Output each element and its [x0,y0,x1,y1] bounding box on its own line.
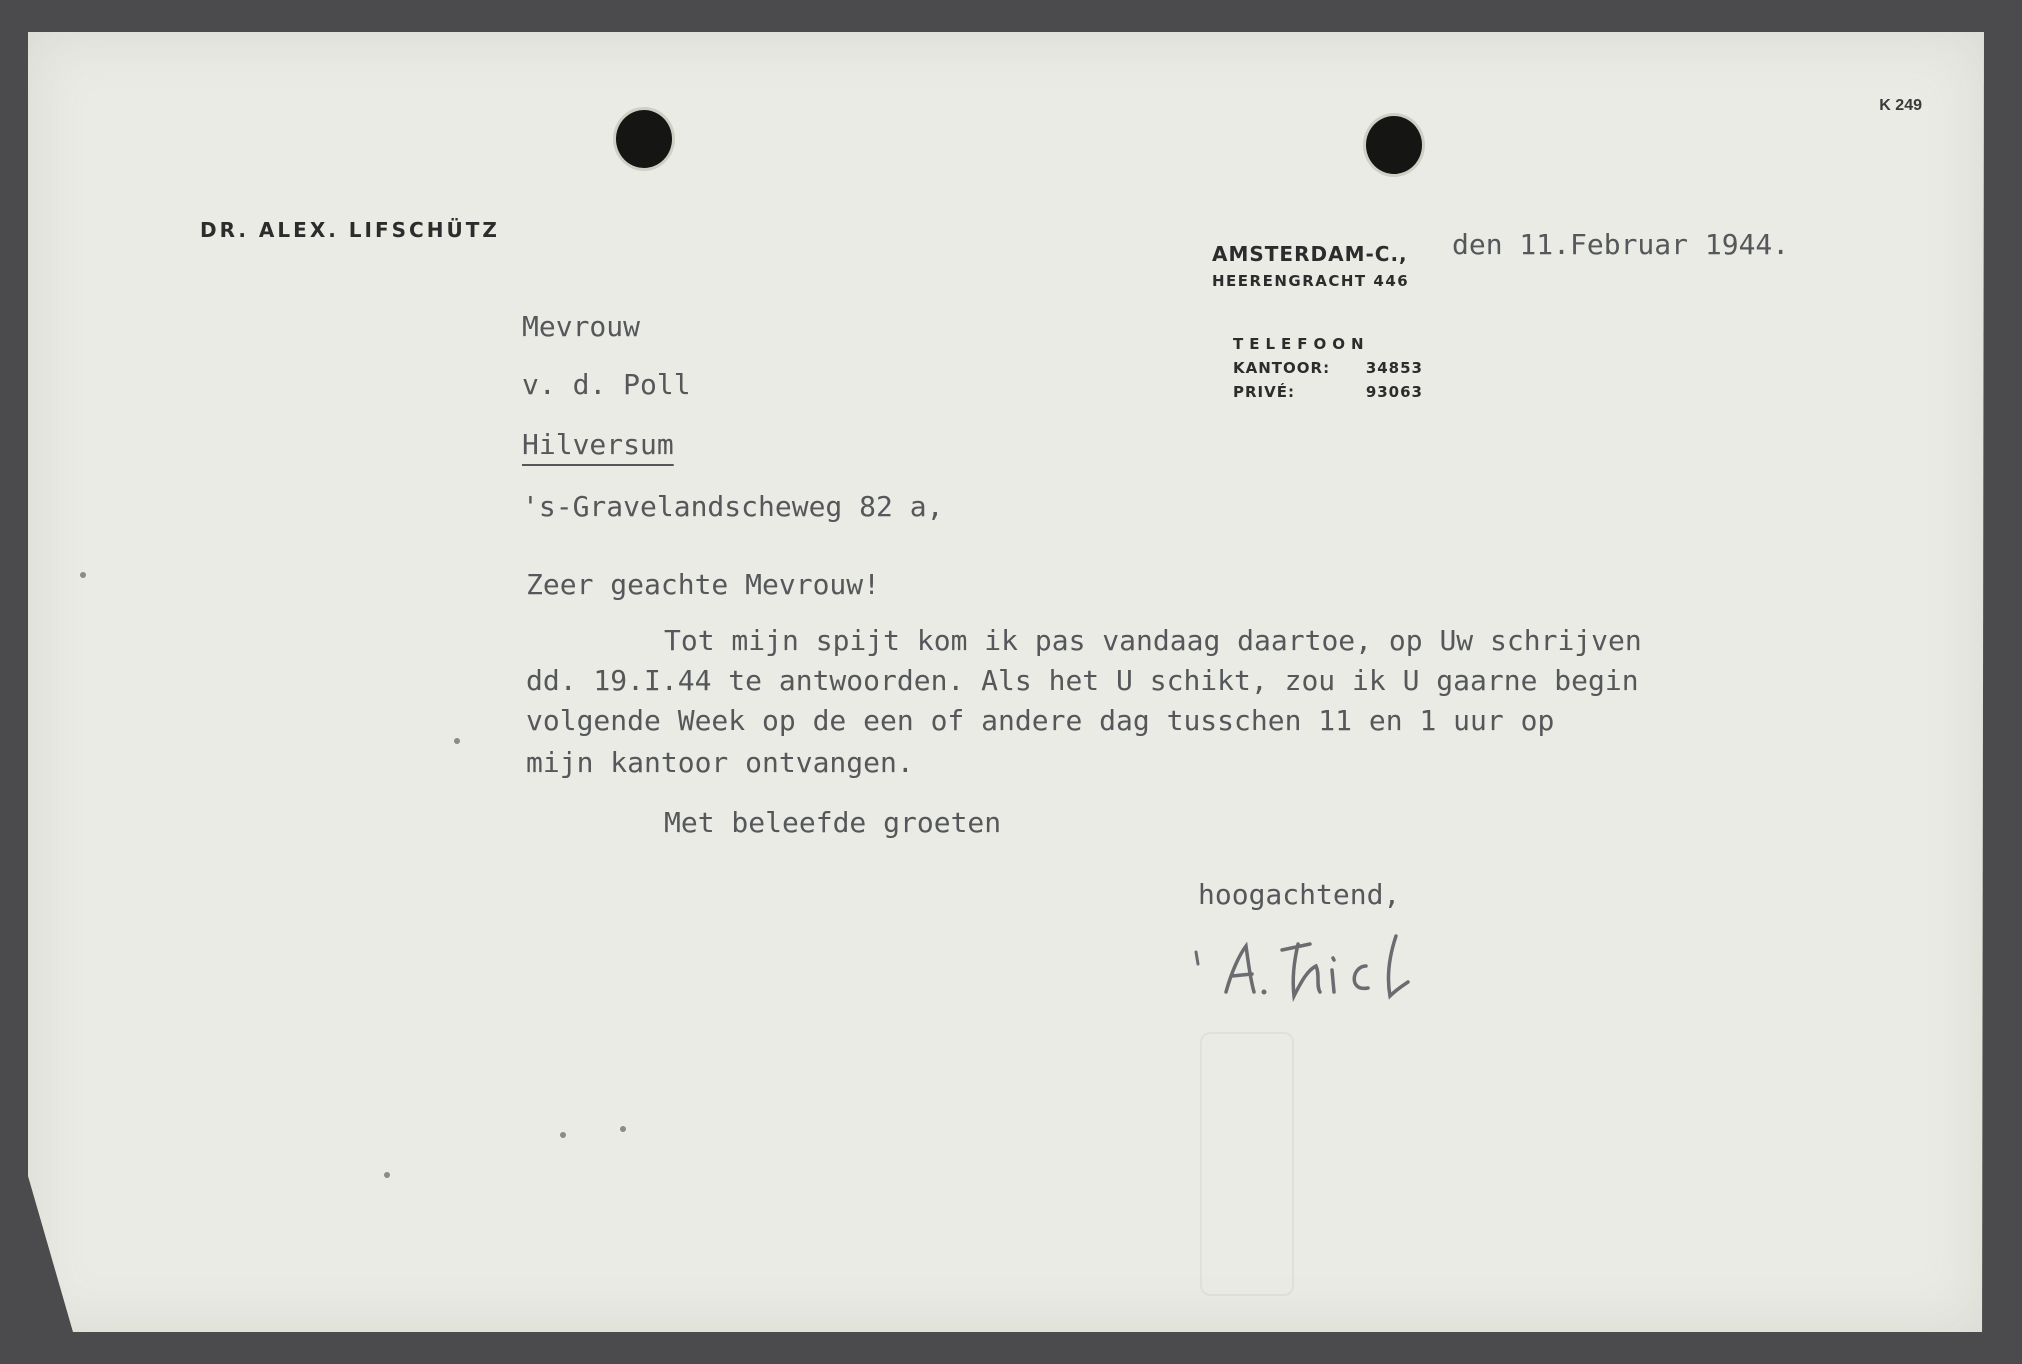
salutation: Zeer geachte Mevrouw! [526,568,881,601]
paper-speck [560,1132,566,1138]
paper-watermark [1200,1032,1294,1296]
private-phone-number: 93063 [1365,383,1423,401]
paper-speck [80,572,86,578]
letterhead-name: DR. ALEX. LIFSCHÜTZ [200,218,500,242]
body-line-1: Tot mijn spijt kom ik pas vandaag daartoe, op Uw schrijven [664,624,1642,657]
recipient-city: Hilversum [522,428,674,461]
paper-speck [384,1172,390,1178]
telephone-title: TELEFOON [1233,335,1370,353]
body-line-4: mijn kantoor ontvangen. [526,746,914,779]
office-phone-number: 34853 [1365,359,1423,377]
archive-code: K 249 [1879,97,1922,114]
closing: hoogachtend, [1198,878,1401,911]
letterhead-city: AMSTERDAM-C., [1212,242,1408,266]
recipient-street: 's-Gravelandscheweg 82 a, [522,490,944,523]
private-phone-row [1233,380,1423,404]
telephone-block [1233,332,1423,404]
recipient-line-2: v. d. Poll [522,368,691,401]
punch-hole-left [616,110,672,168]
punch-hole-right [1366,116,1422,174]
paper-speck [620,1126,626,1132]
greeting: Met beleefde groeten [664,806,1002,839]
office-phone-row [1233,356,1423,380]
body-line-3: volgende Week op de een of andere dag tusschen 11 en 1 uur op [526,704,1555,737]
letter-date: den 11.Februar 1944. [1452,228,1790,261]
private-phone-label: PRIVÉ: [1233,383,1295,401]
office-phone-label: KANTOOR: [1233,359,1331,377]
body-line-2: dd. 19.I.44 te antwoorden. Als het U schikt, zou ik U gaarne begin [526,664,1639,697]
handwritten-signature [1190,930,1440,1010]
paper-speck [454,738,460,744]
letterhead-street: HEERENGRACHT 446 [1212,272,1410,290]
recipient-line-1: Mevrouw [522,310,641,343]
